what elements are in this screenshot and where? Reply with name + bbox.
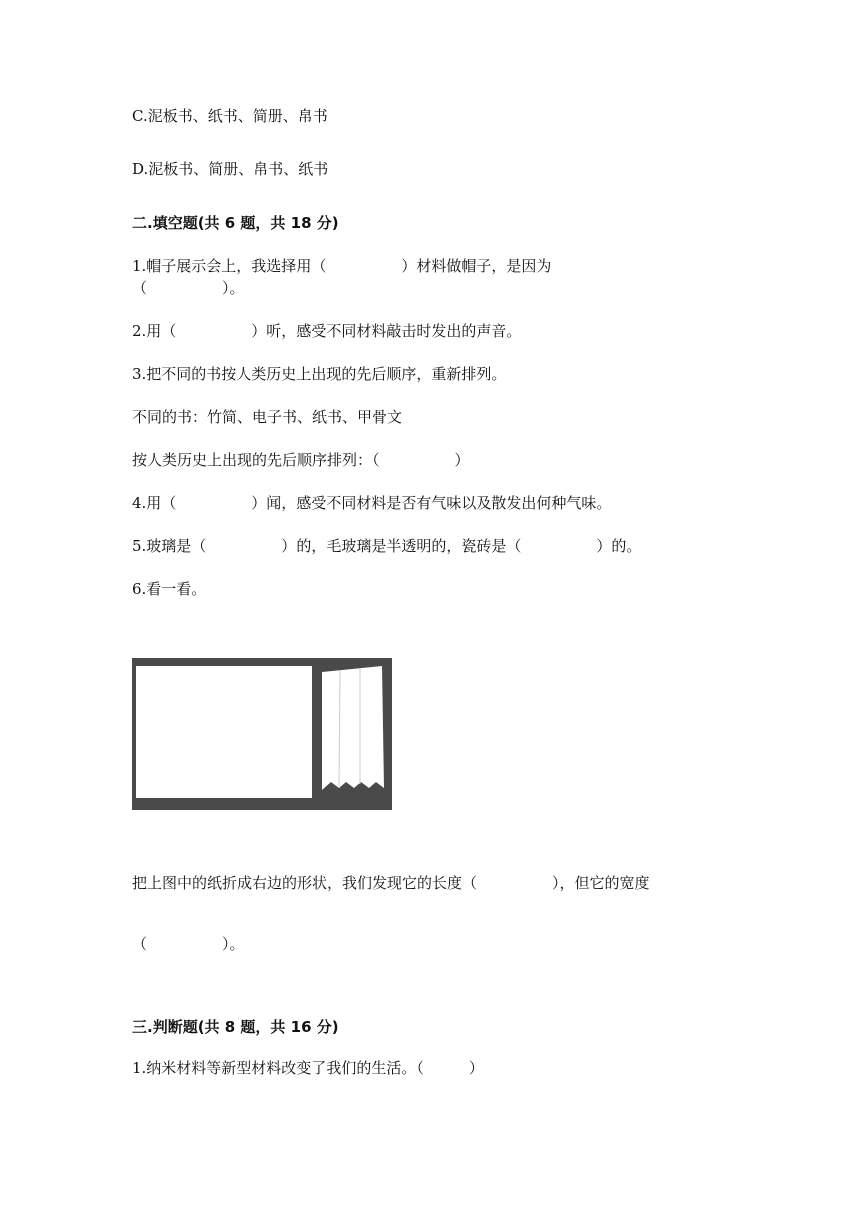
question-2-6-text-line-1: 把上图中的纸折成右边的形状，我们发现它的长度（ ），但它的宽度 xyxy=(132,874,650,892)
section-2-title: 二.填空题(共 6 题，共 18 分) xyxy=(132,214,339,232)
flat-paper-sheet xyxy=(136,666,312,798)
question-2-2: 2.用（ ）听，感受不同材料敲击时发出的声音。 xyxy=(132,322,522,340)
option-d: D.泥板书、简册、帛书、纸书 xyxy=(132,160,329,178)
question-3-1: 1.纳米材料等新型材料改变了我们的生活。（ ） xyxy=(132,1059,484,1077)
option-c: C.泥板书、纸书、简册、帛书 xyxy=(132,107,328,125)
question-2-5: 5.玻璃是（ ）的，毛玻璃是半透明的，瓷砖是（ ）的。 xyxy=(132,537,642,555)
question-2-3-books: 不同的书：竹简、电子书、纸书、甲骨文 xyxy=(132,408,403,426)
section-3-title: 三.判断题(共 8 题，共 16 分) xyxy=(132,1018,339,1036)
question-2-4: 4.用（ ）闻，感受不同材料是否有气味以及散发出何种气味。 xyxy=(132,494,612,512)
question-2-3-answer: 按人类历史上出现的先后顺序排列：（ ） xyxy=(132,451,470,469)
folded-paper xyxy=(320,658,392,810)
question-2-6-text-line-2: （ ）。 xyxy=(132,935,245,953)
folded-paper-shape xyxy=(322,666,384,790)
question-2-6: 6.看一看。 xyxy=(132,580,207,598)
question-2-3: 3.把不同的书按人类历史上出现的先后顺序，重新排列。 xyxy=(132,365,507,383)
paper-folding-figure xyxy=(132,658,392,810)
question-2-1-line-2: （ ）。 xyxy=(132,279,245,297)
question-2-1-line-1: 1.帽子展示会上，我选择用（ ）材料做帽子，是因为 xyxy=(132,257,552,275)
